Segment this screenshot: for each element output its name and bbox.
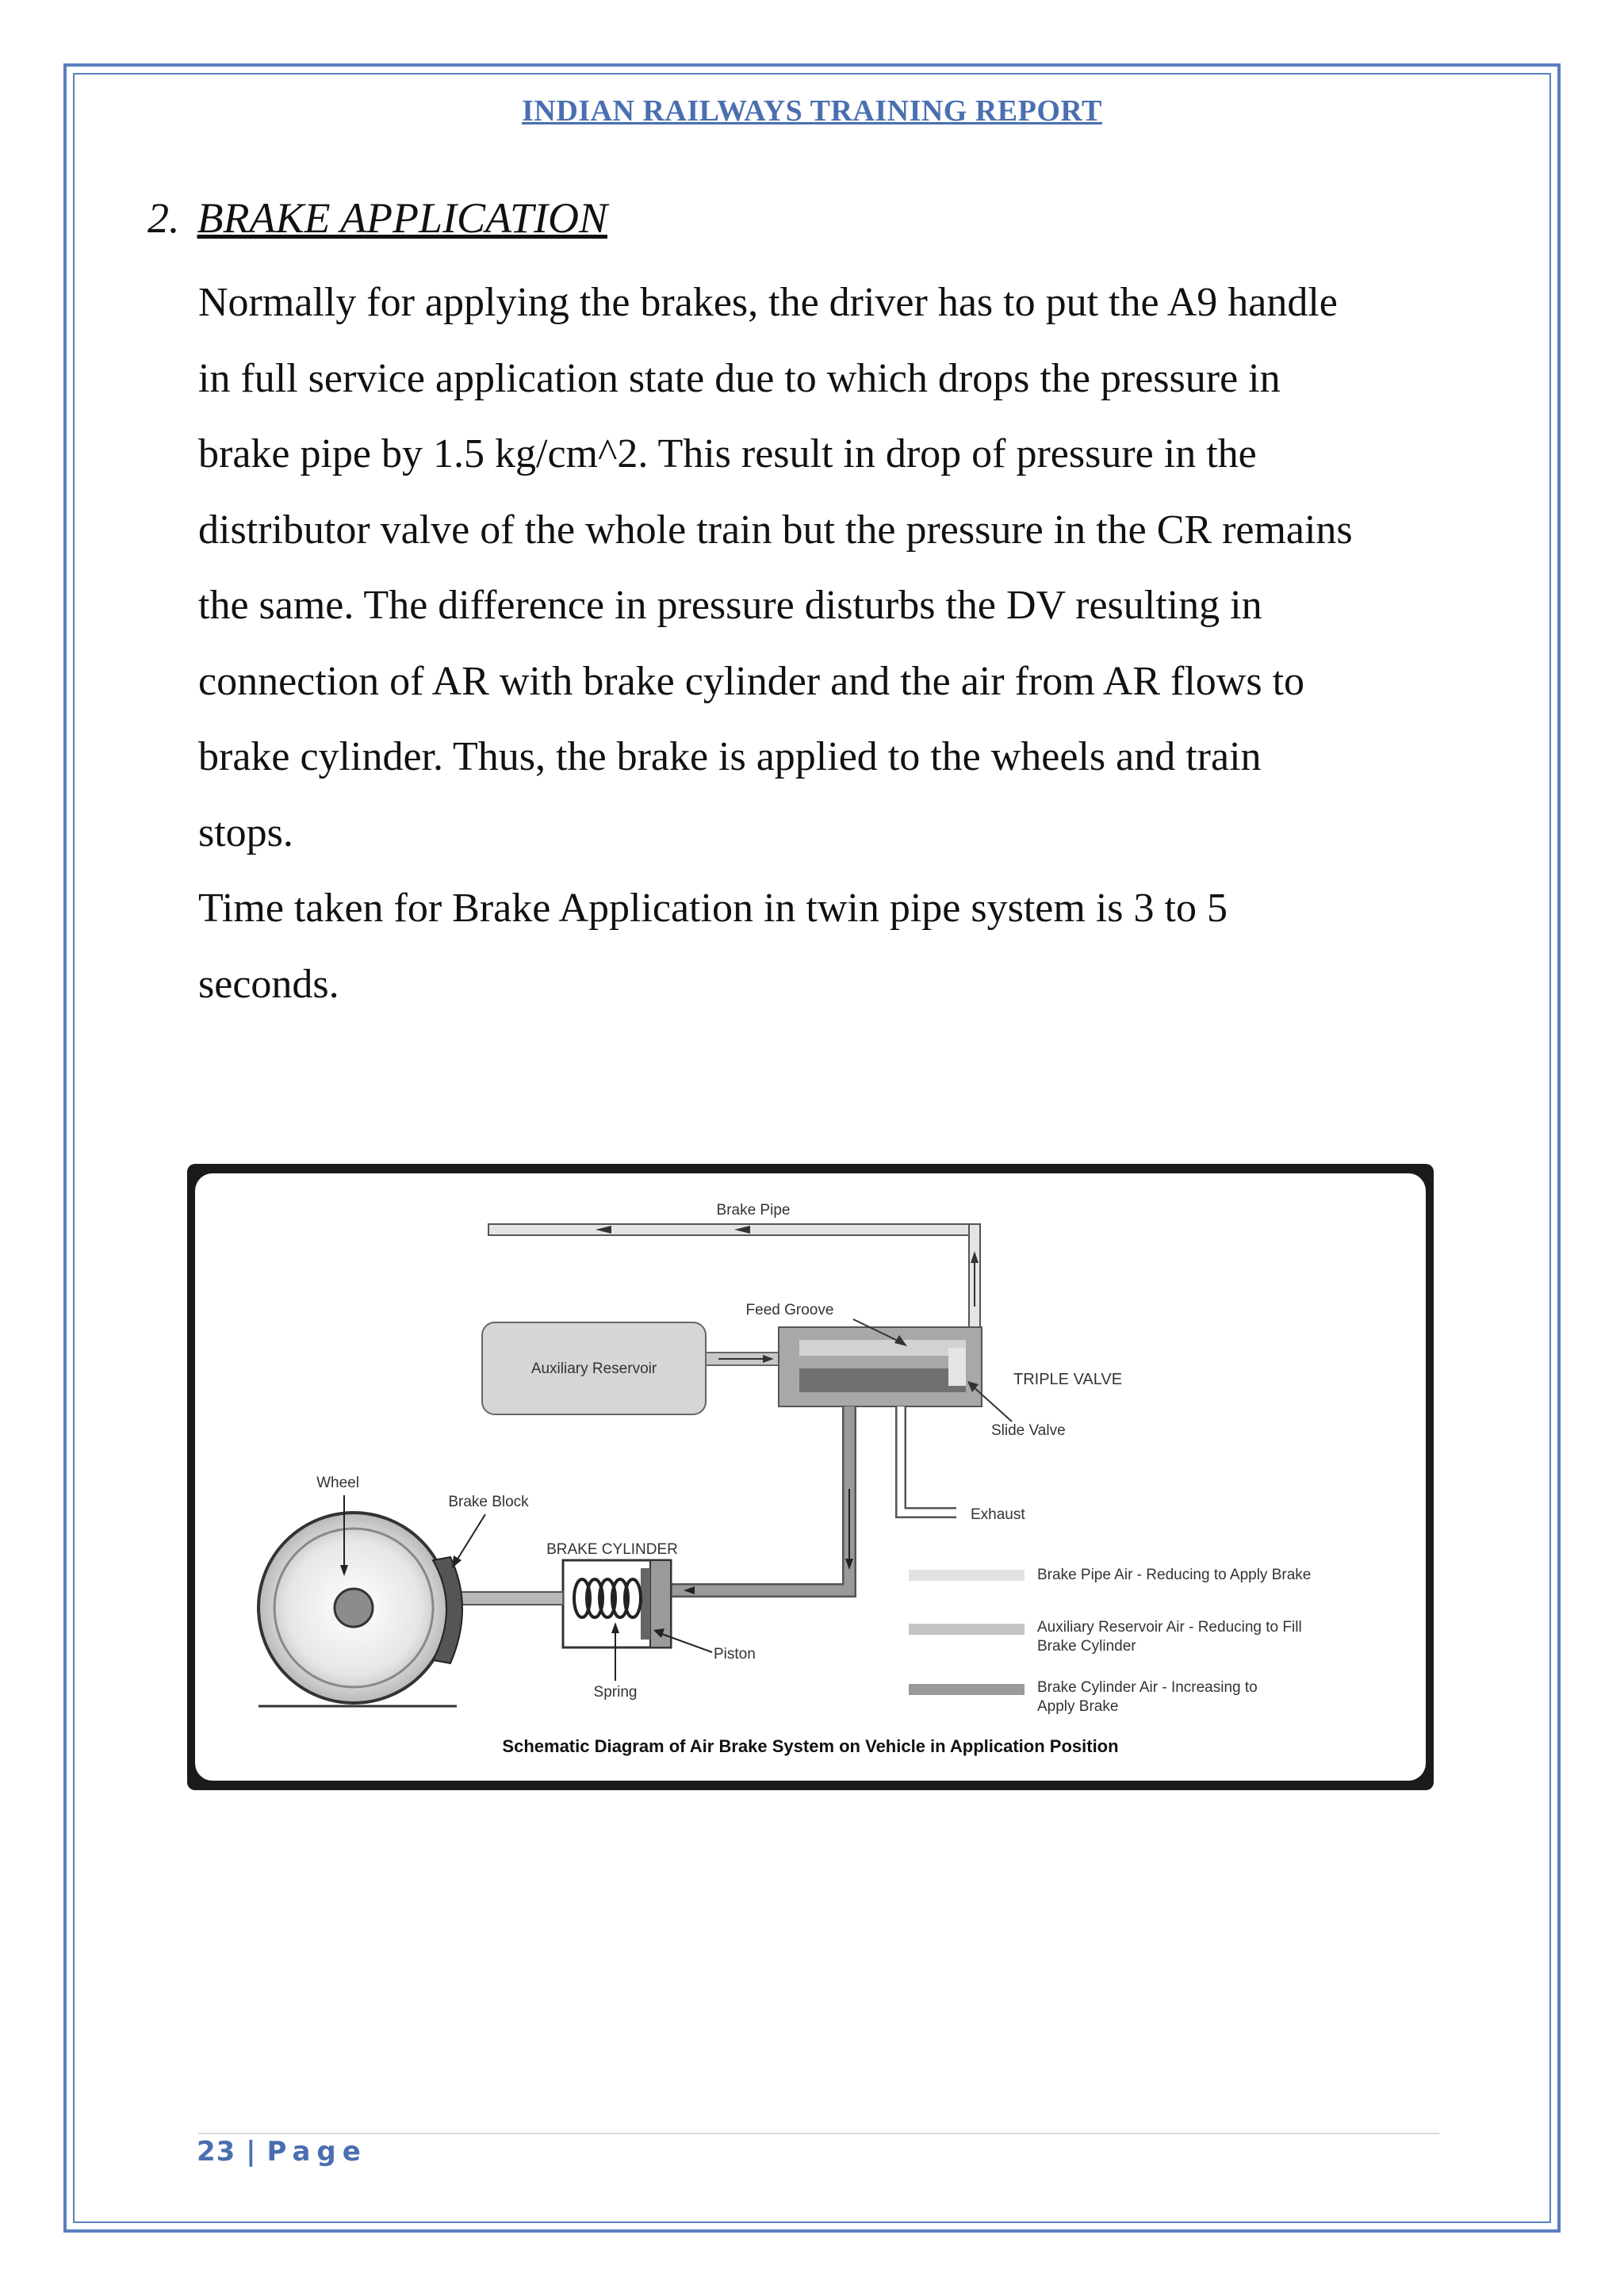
legend-swatch-brake-cylinder bbox=[909, 1684, 1025, 1695]
triple-valve-slide bbox=[799, 1368, 966, 1392]
section-body bbox=[198, 265, 1435, 1022]
piston-rod bbox=[457, 1592, 563, 1605]
body-line: seconds. bbox=[198, 961, 339, 1007]
body-line: the same. The difference in pressure disturbs the DV resulting in bbox=[198, 583, 1262, 628]
brake-block-pointer bbox=[457, 1514, 485, 1560]
section-heading bbox=[147, 193, 607, 243]
legend-label: Brake Pipe Air - Reducing to Apply Brake bbox=[1037, 1567, 1312, 1583]
air-brake-schematic bbox=[187, 1164, 1434, 1790]
legend-label: Apply Brake bbox=[1037, 1698, 1119, 1715]
triple-valve-upper-chamber bbox=[799, 1340, 966, 1356]
report-header: INDIAN RAILWAYS TRAINING REPORT bbox=[522, 94, 1102, 128]
auxiliary-reservoir-label: Auxiliary Reservoir bbox=[530, 1360, 657, 1377]
legend-label: Brake Cylinder Air - Increasing to bbox=[1037, 1679, 1258, 1696]
triple-valve-label: TRIPLE VALVE bbox=[1013, 1371, 1123, 1388]
legend-label: Auxiliary Reservoir Air - Reducing to Fill bbox=[1037, 1619, 1302, 1636]
brake-cylinder-label: BRAKE CYLINDER bbox=[546, 1541, 678, 1558]
feed-groove-label: Feed Groove bbox=[745, 1302, 834, 1318]
slide-valve-label: Slide Valve bbox=[991, 1422, 1066, 1439]
brake-block-label: Brake Block bbox=[448, 1494, 529, 1510]
figure-caption: Schematic Diagram of Air Brake System on Vehicle in Application Position bbox=[502, 1736, 1119, 1756]
brake-pipe-label: Brake Pipe bbox=[716, 1202, 791, 1219]
legend-label: Brake Cylinder bbox=[1037, 1638, 1136, 1655]
body-line: in full service application state due to which drops the pressure in bbox=[198, 355, 1281, 401]
body-line: brake pipe by 1.5 kg/cm^2. This result in drop of pressure in the bbox=[198, 431, 1257, 476]
exhaust-pipe bbox=[901, 1406, 956, 1513]
piston bbox=[641, 1568, 650, 1640]
section-number: 2. bbox=[147, 194, 180, 242]
legend-swatch-auxiliary-reservoir bbox=[909, 1624, 1025, 1635]
piston-label: Piston bbox=[714, 1646, 756, 1663]
legend-swatch-brake-pipe bbox=[909, 1570, 1025, 1581]
spring-label: Spring bbox=[593, 1684, 638, 1701]
triple-valve-port bbox=[948, 1348, 966, 1386]
page-separator: | bbox=[246, 2136, 257, 2168]
body-line: connection of AR with brake cylinder and the air from AR flows to bbox=[198, 658, 1305, 704]
body-line: brake cylinder. Thus, the brake is applied to the wheels and train bbox=[198, 734, 1262, 779]
brake-cylinder-feed-pipe-inner bbox=[671, 1406, 849, 1590]
page-number: 23 bbox=[197, 2136, 236, 2168]
section-title: BRAKE APPLICATION bbox=[197, 194, 607, 242]
footer-divider bbox=[198, 2133, 1439, 2134]
brake-block-pointer-icon bbox=[452, 1556, 462, 1568]
page-word: Page bbox=[266, 2136, 367, 2168]
exhaust-pipe-inner bbox=[901, 1406, 956, 1513]
air-brake-schematic-figure bbox=[187, 1164, 1434, 1790]
wheel-hub bbox=[335, 1589, 373, 1627]
page-footer bbox=[197, 2136, 367, 2168]
body-line: Normally for applying the brakes, the driver has to put the A9 handle bbox=[198, 280, 1338, 325]
body-line: Time taken for Brake Application in twin pipe system is 3 to 5 bbox=[198, 886, 1228, 931]
body-line: distributor valve of the whole train but the pressure in the CR remains bbox=[198, 507, 1353, 553]
body-line: stops. bbox=[198, 809, 293, 855]
legend bbox=[909, 1567, 1311, 1715]
wheel-label: Wheel bbox=[316, 1475, 359, 1491]
exhaust-label: Exhaust bbox=[971, 1506, 1025, 1523]
brake-cylinder-feed-pipe bbox=[671, 1406, 849, 1590]
